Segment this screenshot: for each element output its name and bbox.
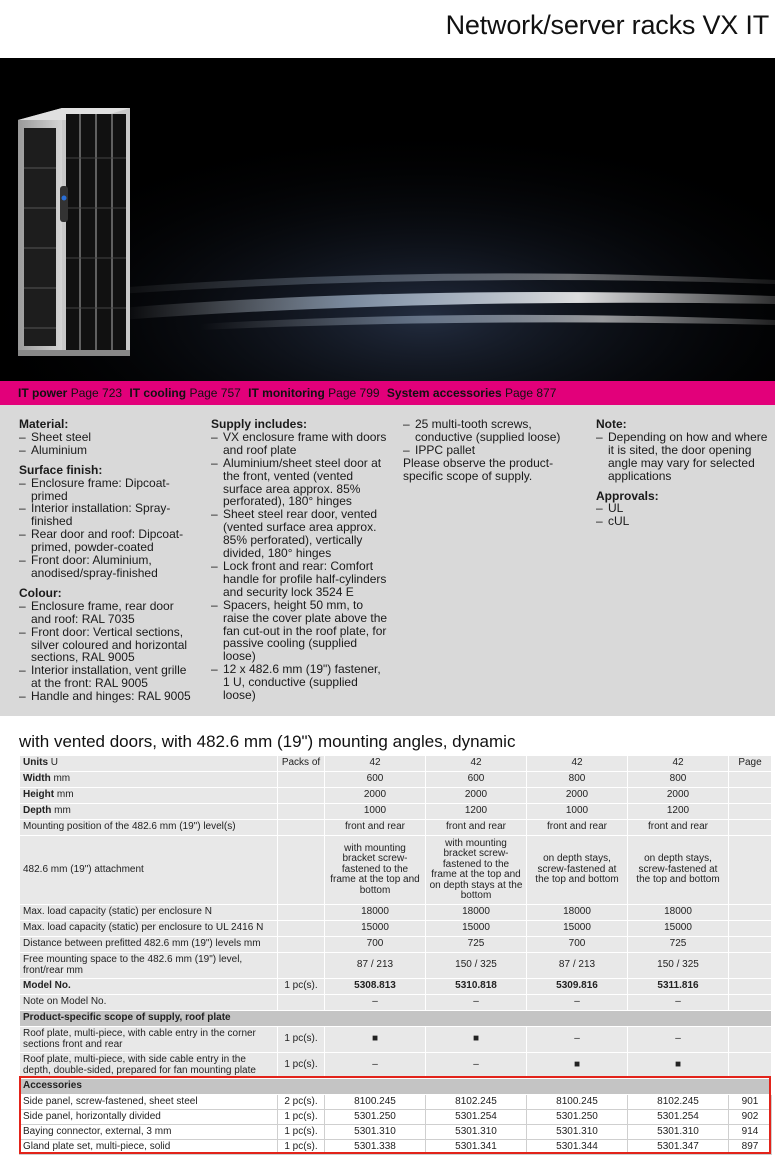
surface-finish-heading: Surface finish: — [19, 462, 103, 477]
section-row-accessories — [20, 1079, 772, 1095]
table-row-width — [20, 772, 772, 788]
list-item: – Aluminium — [19, 444, 194, 457]
list-item: – Sheet steel — [19, 431, 194, 444]
page-header: Page — [729, 756, 772, 772]
page-cell[interactable]: 897 — [729, 1140, 772, 1155]
table-cell: front and rear — [325, 820, 426, 836]
table-cell: 600 — [426, 772, 527, 788]
table-row-note — [20, 995, 772, 1011]
table-row[interactable] — [20, 1125, 772, 1140]
table-cell: 8100.245 — [527, 1095, 628, 1110]
table-cell: 600 — [325, 772, 426, 788]
info-column-supply-continued — [403, 418, 579, 483]
table-cell: front and rear — [527, 820, 628, 836]
table-cell: 15000 — [527, 921, 628, 937]
page-cell[interactable]: 902 — [729, 1110, 772, 1125]
list-item: – Front door: Aluminium, anodised/spray-finished — [19, 554, 194, 580]
model-label: Model No. — [20, 979, 278, 995]
row-label: Note on Model No. — [20, 995, 278, 1011]
list-item: – Spacers, height 50 mm, to raise the cover plate above the fan cut-out in the roof plate, for passive cooling (supplied loose) — [211, 599, 389, 664]
category-link-it-power[interactable]: IT power — [18, 386, 68, 400]
table-cell: 8102.245 — [426, 1095, 527, 1110]
table-cell: 1000 — [325, 804, 426, 820]
spec-table — [19, 755, 772, 1155]
table-cell: 5301.347 — [628, 1140, 729, 1155]
category-page: Page 723 — [70, 386, 123, 400]
list-item: – Lock front and rear: Comfort handle for profile half-cylinders and security lock 3524 E — [211, 560, 389, 599]
table-cell: 15000 — [628, 921, 729, 937]
page-cell[interactable]: 901 — [729, 1095, 772, 1110]
table-cell: 1200 — [426, 804, 527, 820]
table-cell: 15000 — [325, 921, 426, 937]
section-heading: Accessories — [20, 1079, 772, 1095]
list-item: – Interior installation, vent grille at the front: RAL 9005 — [19, 664, 194, 690]
table-cell: 150 / 325 — [628, 953, 729, 979]
table-cell: 42 — [325, 756, 426, 772]
table-cell: 5301.341 — [426, 1140, 527, 1155]
table-row — [20, 937, 772, 953]
row-label: Height mm — [20, 788, 278, 804]
table-cell: – — [628, 1027, 729, 1053]
list-item: – UL — [596, 502, 768, 515]
row-label: Distance between prefitted 482.6 mm (19") levels mm — [20, 937, 278, 953]
info-column-material — [19, 418, 194, 703]
table-cell: 8102.245 — [628, 1095, 729, 1110]
list-item: – IPPC pallet — [403, 444, 579, 457]
approvals-heading: Approvals: — [596, 488, 659, 503]
list-item: – Depending on how and where it is sited, the door opening angle may vary for selected applications — [596, 431, 768, 483]
table-cell: front and rear — [426, 820, 527, 836]
list-item: – Handle and hinges: RAL 9005 — [19, 690, 194, 703]
table-row — [20, 953, 772, 979]
packs-cell: 1 pc(s). — [278, 1140, 325, 1155]
hero-image — [0, 58, 775, 381]
table-row — [20, 905, 772, 921]
table-cell: 87 / 213 — [325, 953, 426, 979]
table-cell: 5301.310 — [325, 1125, 426, 1140]
row-label: Baying connector, external, 3 mm — [20, 1125, 278, 1140]
table-cell: 5301.254 — [628, 1110, 729, 1125]
table-cell: 5301.310 — [527, 1125, 628, 1140]
table-cell: 800 — [527, 772, 628, 788]
table-cell: 18000 — [628, 905, 729, 921]
table-cell: with mounting bracket screw-fastened to the frame at the top and on depth stays at the bottom — [426, 836, 527, 905]
table-row — [20, 921, 772, 937]
row-label: Side panel, screw-fastened, sheet steel — [20, 1095, 278, 1110]
category-link-it-monitoring[interactable]: IT monitoring — [248, 386, 325, 400]
table-row — [20, 1027, 772, 1053]
units-label: Units U — [20, 756, 278, 772]
table-row-height — [20, 788, 772, 804]
table-cell: 5301.250 — [325, 1110, 426, 1125]
table-cell: – — [527, 1027, 628, 1053]
table-cell: 5301.310 — [426, 1125, 527, 1140]
category-link-it-cooling[interactable]: IT cooling — [129, 386, 187, 400]
table-cell: 700 — [527, 937, 628, 953]
table-row[interactable] — [20, 1110, 772, 1125]
table-cell: on depth stays, screw-fastened at the top and bottom — [628, 836, 729, 905]
table-cell: 5301.310 — [628, 1125, 729, 1140]
table-cell: 15000 — [426, 921, 527, 937]
packs-cell: 1 pc(s). — [278, 1110, 325, 1125]
row-label: Max. load capacity (static) per enclosure N — [20, 905, 278, 921]
model-number[interactable]: 5308.813 — [325, 979, 426, 995]
list-item: – 12 x 482.6 mm (19") fastener, 1 U, conductive (supplied loose) — [211, 663, 389, 702]
table-cell: 5301.344 — [527, 1140, 628, 1155]
table-row — [20, 836, 772, 905]
table-cell: on depth stays, screw-fastened at the top and bottom — [527, 836, 628, 905]
table-cell: 150 / 325 — [426, 953, 527, 979]
table-cell: 725 — [426, 937, 527, 953]
table-cell: ■ — [426, 1027, 527, 1053]
table-cell: 2000 — [325, 788, 426, 804]
row-label: Roof plate, multi-piece, with cable entry in the corner sections front and rear — [20, 1027, 278, 1053]
table-cell: – — [426, 995, 527, 1011]
table-cell: 800 — [628, 772, 729, 788]
row-label: Roof plate, multi-piece, with side cable entry in the depth, double-sided, prepared for fan mounting plate — [20, 1053, 278, 1079]
list-item: – Sheet steel rear door, vented (vented surface area approx. 85% perforated), vertically divided, 180° hinges — [211, 508, 389, 560]
packs-header: Packs of — [278, 756, 325, 772]
model-number[interactable]: 5309.816 — [527, 979, 628, 995]
table-cell: – — [325, 1053, 426, 1079]
table-cell: 1000 — [527, 804, 628, 820]
category-page: Page 799 — [328, 386, 380, 400]
list-item: – Enclosure frame, rear door and roof: RAL 7035 — [19, 600, 194, 626]
page-cell[interactable]: 914 — [729, 1125, 772, 1140]
table-cell: 42 — [527, 756, 628, 772]
table-cell: 18000 — [527, 905, 628, 921]
section-heading: Product-specific scope of supply, roof plate — [20, 1011, 772, 1027]
table-cell: 700 — [325, 937, 426, 953]
section-row-scope — [20, 1011, 772, 1027]
table-cell: ■ — [325, 1027, 426, 1053]
table-cell: 5301.250 — [527, 1110, 628, 1125]
row-label: Mounting position of the 482.6 mm (19") level(s) — [20, 820, 278, 836]
table-cell: 42 — [426, 756, 527, 772]
table-cell: with mounting bracket screw-fastened to the frame at the top and bottom — [325, 836, 426, 905]
list-item: – Rear door and roof: Dipcoat-primed, powder-coated — [19, 528, 194, 554]
table-cell: – — [527, 995, 628, 1011]
row-label: Side panel, horizontally divided — [20, 1110, 278, 1125]
table-row-model — [20, 979, 772, 995]
packs-cell: 2 pc(s). — [278, 1095, 325, 1110]
category-page: Page 877 — [505, 386, 557, 400]
list-item: – Aluminium/sheet steel door at the front, vented (vented surface area approx. 85% perforated), 180° hinges — [211, 457, 389, 509]
table-cell: 5301.338 — [325, 1140, 426, 1155]
table-cell: – — [628, 995, 729, 1011]
colour-heading: Colour: — [19, 585, 62, 600]
list-item: – VX enclosure frame with doors and roof plate — [211, 431, 389, 457]
table-cell: – — [426, 1053, 527, 1079]
list-item: – 25 multi-tooth screws, conductive (supplied loose) — [403, 418, 579, 444]
row-label: 482.6 mm (19") attachment — [20, 836, 278, 905]
packs-cell: 1 pc(s). — [278, 1125, 325, 1140]
note-heading: Note: — [596, 417, 627, 431]
info-column-note — [596, 418, 768, 528]
table-subtitle: with vented doors, with 482.6 mm (19") mounting angles, dynamic — [19, 732, 516, 751]
table-cell: 2000 — [628, 788, 729, 804]
list-item: – Interior installation: Spray-finished — [19, 502, 194, 528]
list-item: – Enclosure frame: Dipcoat-primed — [19, 477, 194, 503]
packs-cell: 1 pc(s). — [278, 1053, 325, 1079]
list-item: – Front door: Vertical sections, silver coloured and horizontal sections, RAL 9005 — [19, 626, 194, 665]
packs-cell: 1 pc(s). — [278, 979, 325, 995]
table-cell: 8100.245 — [325, 1095, 426, 1110]
table-cell: 18000 — [325, 905, 426, 921]
table-row-units — [20, 756, 772, 772]
packs-cell: 1 pc(s). — [278, 1027, 325, 1053]
table-row[interactable] — [20, 1095, 772, 1110]
row-label: Max. load capacity (static) per enclosure to UL 2416 N — [20, 921, 278, 937]
table-cell: front and rear — [628, 820, 729, 836]
table-cell: 87 / 213 — [527, 953, 628, 979]
category-page: Page 757 — [189, 386, 241, 400]
table-cell: 2000 — [527, 788, 628, 804]
table-cell: 1200 — [628, 804, 729, 820]
model-number[interactable]: 5310.818 — [426, 979, 527, 995]
table-row — [20, 820, 772, 836]
row-label: Width mm — [20, 772, 278, 788]
table-cell: 5301.254 — [426, 1110, 527, 1125]
category-link-system-accessories[interactable]: System accessories — [386, 386, 502, 400]
table-row[interactable] — [20, 1140, 772, 1155]
row-label: Depth mm — [20, 804, 278, 820]
server-rack-illustration — [0, 58, 775, 381]
model-number[interactable]: 5311.816 — [628, 979, 729, 995]
table-cell: 2000 — [426, 788, 527, 804]
supply-note: Please observe the product-specific scope of supply. — [403, 455, 554, 483]
table-row-depth — [20, 804, 772, 820]
table-row — [20, 1053, 772, 1079]
table-cell: 725 — [628, 937, 729, 953]
table-cell: 42 — [628, 756, 729, 772]
product-info-panel — [0, 405, 775, 716]
supply-heading: Supply includes: — [211, 417, 308, 431]
material-heading: Material: — [19, 417, 69, 431]
list-item: – cUL — [596, 515, 768, 528]
info-column-supply — [211, 418, 389, 702]
category-bar — [0, 381, 775, 405]
row-label: Gland plate set, multi-piece, solid — [20, 1140, 278, 1155]
table-cell: – — [325, 995, 426, 1011]
row-label: Free mounting space to the 482.6 mm (19") level, front/rear mm — [20, 953, 278, 979]
table-cell: ■ — [527, 1053, 628, 1079]
table-cell: 18000 — [426, 905, 527, 921]
table-cell: ■ — [628, 1053, 729, 1079]
page-title: Network/server racks VX IT — [445, 10, 769, 40]
